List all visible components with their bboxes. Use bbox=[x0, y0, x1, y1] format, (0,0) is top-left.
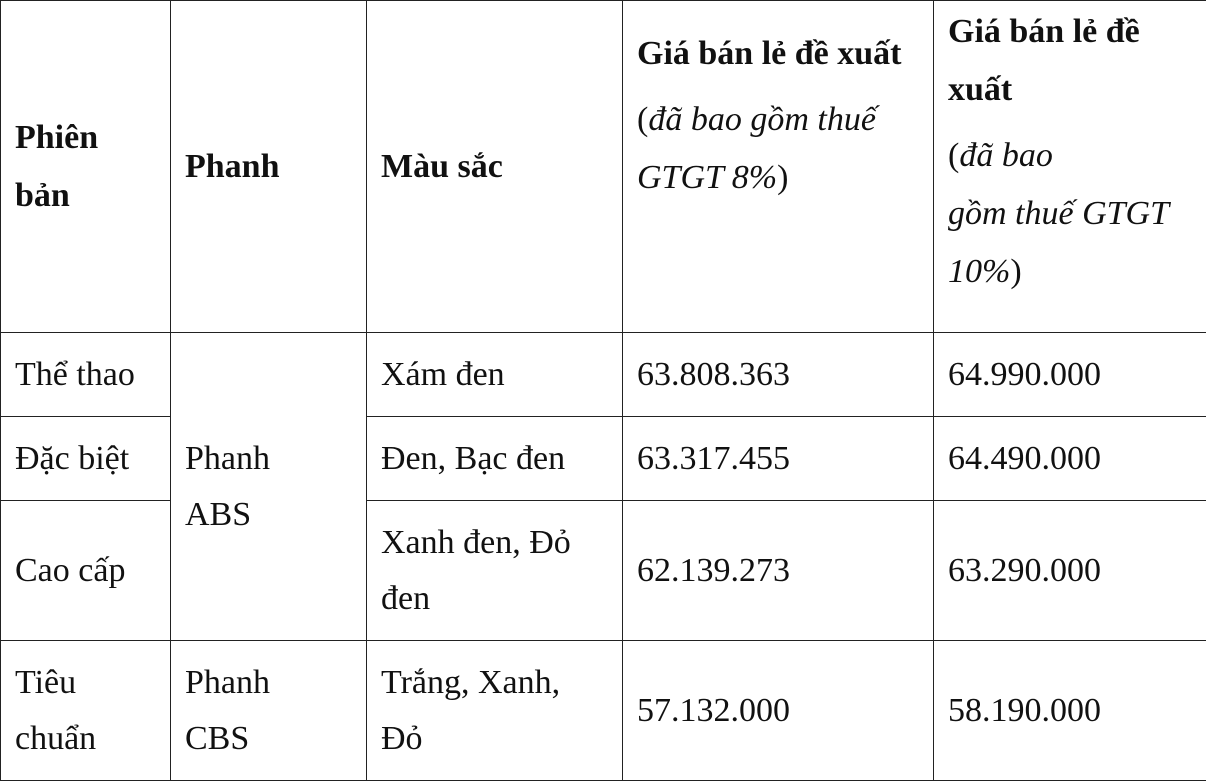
price-vat8-cell: 62.139.273 bbox=[623, 501, 934, 641]
brake-cell-cbs: Phanh CBS bbox=[171, 641, 367, 781]
price-vat10-cell: 58.190.000 bbox=[934, 641, 1206, 781]
version-cell: Cao cấp bbox=[1, 501, 171, 641]
header-version: Phiên bản bbox=[1, 1, 171, 333]
header-row bbox=[1, 1, 1206, 333]
table-row bbox=[1, 333, 1206, 417]
header-price-vat10-title: Giá bán lẻ đề xuất bbox=[948, 13, 1140, 108]
price-vat10-cell: 63.290.000 bbox=[934, 501, 1206, 641]
price-vat8-cell: 63.808.363 bbox=[623, 333, 934, 417]
version-cell: Tiêu chuẩn bbox=[1, 641, 171, 781]
color-cell: Đen, Bạc đen bbox=[367, 417, 623, 501]
version-cell: Thể thao bbox=[1, 333, 171, 417]
version-cell: Đặc biệt bbox=[1, 417, 171, 501]
price-vat10-cell: 64.990.000 bbox=[934, 333, 1206, 417]
header-color: Màu sắc bbox=[367, 1, 623, 333]
header-price-vat10 bbox=[934, 1, 1206, 333]
header-price-vat8 bbox=[623, 1, 934, 333]
color-cell: Xám đen bbox=[367, 333, 623, 417]
brake-cell-abs: Phanh ABS bbox=[171, 333, 367, 641]
color-cell: Xanh đen, Đỏ đen bbox=[367, 501, 623, 641]
header-price-vat8-title: Giá bán lẻ đề xuất bbox=[637, 35, 901, 72]
table-row bbox=[1, 641, 1206, 781]
price-vat8-cell: 63.317.455 bbox=[623, 417, 934, 501]
color-cell: Trắng, Xanh, Đỏ bbox=[367, 641, 623, 781]
price-vat8-cell: 57.132.000 bbox=[623, 641, 934, 781]
header-brake: Phanh bbox=[171, 1, 367, 333]
header-price-vat10-note: (đã bao gồm thuế GTGT 10%) bbox=[948, 127, 1192, 301]
header-price-vat8-note: (đã bao gồm thuế GTGT 8%) bbox=[637, 91, 919, 207]
price-vat10-cell: 64.490.000 bbox=[934, 417, 1206, 501]
